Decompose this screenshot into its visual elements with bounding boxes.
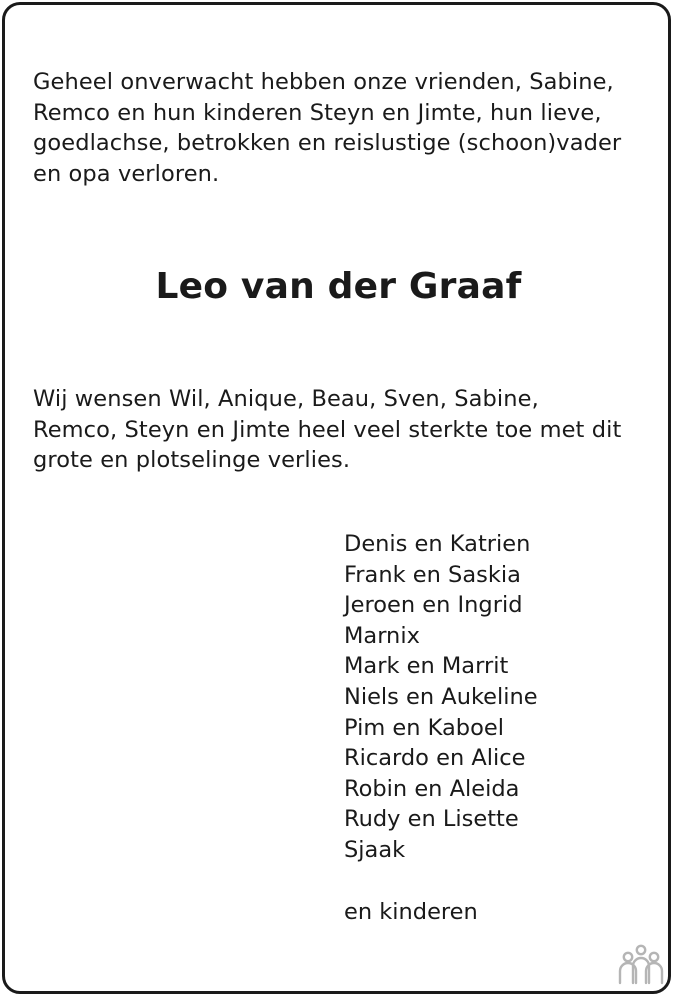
sender-item: Rudy en Lisette xyxy=(344,806,519,833)
sender-item: Ricardo en Alice xyxy=(344,745,526,772)
intro-line: goedlachse, betrokken en reislustige (schoon)vader xyxy=(33,130,622,156)
wish-line: Remco, Steyn en Jimte heel veel sterkte toe met dit xyxy=(33,416,622,443)
deceased-name: Leo van der Graaf xyxy=(155,266,522,307)
senders-list xyxy=(344,529,538,866)
wish-paragraph xyxy=(33,384,653,476)
closing-text: en kinderen xyxy=(344,899,478,925)
intro-line: Remco en hun kinderen Steyn en Jimte, hun lieve, xyxy=(33,99,602,126)
sender-item: Denis en Katrien xyxy=(344,531,531,557)
sender-item: Jeroen en Ingrid xyxy=(344,592,523,619)
wish-line: grote en plotselinge verlies. xyxy=(33,447,351,473)
sender-item: Niels en Aukeline xyxy=(344,683,538,710)
sender-item: Frank en Saskia xyxy=(344,561,521,588)
sender-item: Sjaak xyxy=(344,836,406,863)
sender-item: Marnix xyxy=(344,622,420,649)
sender-item: Robin en Aleida xyxy=(344,775,520,802)
sender-item: Mark en Marrit xyxy=(344,653,509,680)
intro-line: en opa verloren. xyxy=(33,160,220,187)
intro-paragraph xyxy=(33,67,653,189)
people-group-icon xyxy=(617,944,665,986)
intro-line: Geheel onverwacht hebben onze vrienden, Sabine, xyxy=(33,69,614,95)
wish-line: Wij wensen Wil, Anique, Beau, Sven, Sabine, xyxy=(33,386,539,412)
sender-item: Pim en Kaboel xyxy=(344,714,504,741)
